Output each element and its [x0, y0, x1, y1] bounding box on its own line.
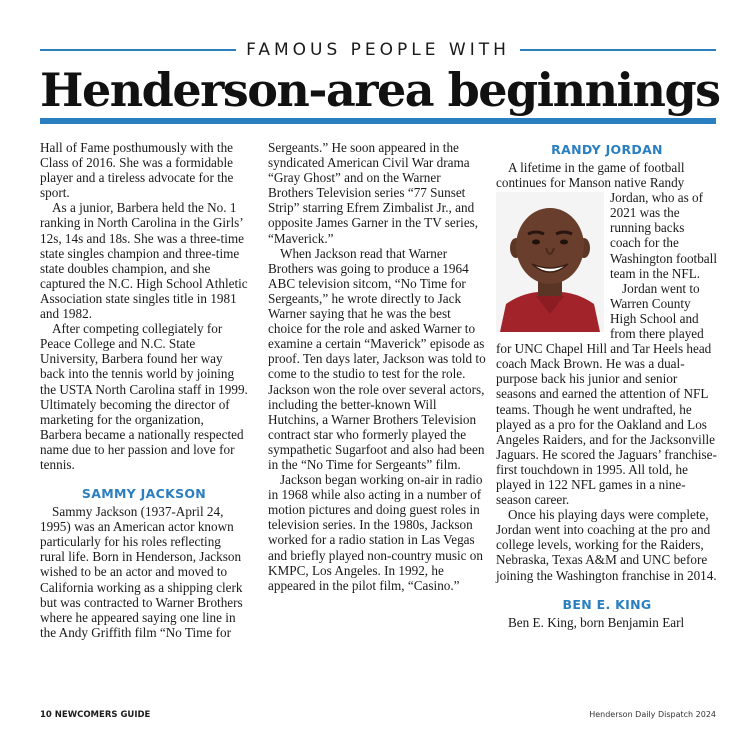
kicker: FAMOUS PEOPLE WITH: [246, 40, 510, 60]
paragraph: As a junior, Barbera held the No. 1 ranking in North Carolina in the Girls’ 12s, 14s and 18s. She was a three-time state singles champion and three-time state doubles champion, and she captured the N.C. High School Athletic Association state singles title in 1981 and 1982.: [40, 200, 248, 322]
kicker-rule-left: [40, 49, 236, 51]
headline: Henderson-area beginnings: [40, 63, 720, 117]
portrait-illustration: [496, 192, 604, 332]
portrait-photo: [496, 192, 604, 332]
kicker-rule-right: [520, 49, 716, 51]
paragraph: When Jackson read that Warner Brothers was going to produce a 1964 ABC television sitcom, “No Time for Sergeants,” he wrote directly to Jack Warner saying that he was the best choice for the role and asked Warner to examine a certain “Maverick” episode as proof. Ten days later, Jackson was told to come to the studio to test for the role. Jackson won the role over several actors, including the better-known Will Hutchins, a Warner Brothers Television contract star who formerly played the sympathetic Sugarfoot and also had been in the “No Time for Sergeants” film.: [268, 245, 486, 472]
paragraph: After competing collegiately for Peace College and N.C. State University, Barbera found her way back into the tennis world by joining the USTA North Carolina staff in 1999. Ultimately becoming the director of marketing for the organization, Barbera became a nationally respected name due to her passion and love for tennis.: [40, 321, 248, 472]
column-1: [40, 140, 248, 640]
paragraph: Hall of Fame posthumously with the Class of 2016. She was a formidable player and a tireless advocate for the sport.: [40, 140, 234, 201]
paragraph: A lifetime in the game of football continues for Manson native Randy: [496, 160, 685, 191]
paragraph: Ben E. King, born Benjamin Earl: [508, 614, 685, 630]
section-title-sammy-jackson: SAMMY JACKSON: [81, 486, 207, 502]
paragraph: Sammy Jackson (1937-April 24, 1995) was an American actor known particularly for his roles reflecting rural life. Born in Henderson, Jackson wished to be an actor and moved to California working as a shipping clerk but was contracted to Warner Brothers where he appeared saying one line in the Andy Griffith film “No Time for: [40, 504, 243, 640]
paragraph: Sergeants.” He soon appeared in the syndicated American Civil War drama “Gray Ghost” and on the Warner Brothers Television series “77 Sunset Strip” starring Efrem Zimbalist Jr., and opposite James Garner in the TV series, “Maverick.”: [268, 140, 479, 246]
paragraph: Jordan, who as of 2021 was the running backs coach for the Washington football team in the NFL.: [610, 190, 717, 281]
section-title-randy-jordan: RANDY JORDAN: [551, 142, 663, 157]
paragraph: Jordan went to Warren County High School and from there played for UNC Chapel Hill and Tar Heels head coach Mack Brown. He was a dual-purpose back his junior and senior seasons and earned the attention of NFL teams. Though he went undrafted, he played as a pro for the Oakland and Los Angeles Raiders, and for the Jacksonville Jaguars. He scored the Jaguars’ franchise-first touchdown in 1995. All told, he played in 122 NFL games in a nine-season career.: [496, 280, 717, 508]
footer-page-label: 10 NEWCOMERS GUIDE: [40, 710, 151, 720]
footer-publication: Henderson Daily Dispatch 2024: [589, 710, 716, 719]
column-3: [496, 140, 718, 630]
paragraph: Jackson began working on-air in radio in 1968 while also acting in a number of motion pictures and doing guest roles in television series. In the 1980s, Jackson worked for a radio station in Las Vegas and briefly played non-country music on KMPC, Los Angeles. In 1992, he appeared in the pilot film, “Casino.”: [268, 472, 483, 593]
section-title-ben-e-king: BEN E. KING: [562, 596, 652, 612]
headline-rule: [40, 118, 716, 124]
column-2: [268, 140, 488, 593]
paragraph: Once his playing days were complete, Jordan went into coaching at the pro and college levels, working for the Raiders, Nebraska, Texas A&M and UNC before joining the Washington franchise in 2014.: [496, 507, 717, 583]
